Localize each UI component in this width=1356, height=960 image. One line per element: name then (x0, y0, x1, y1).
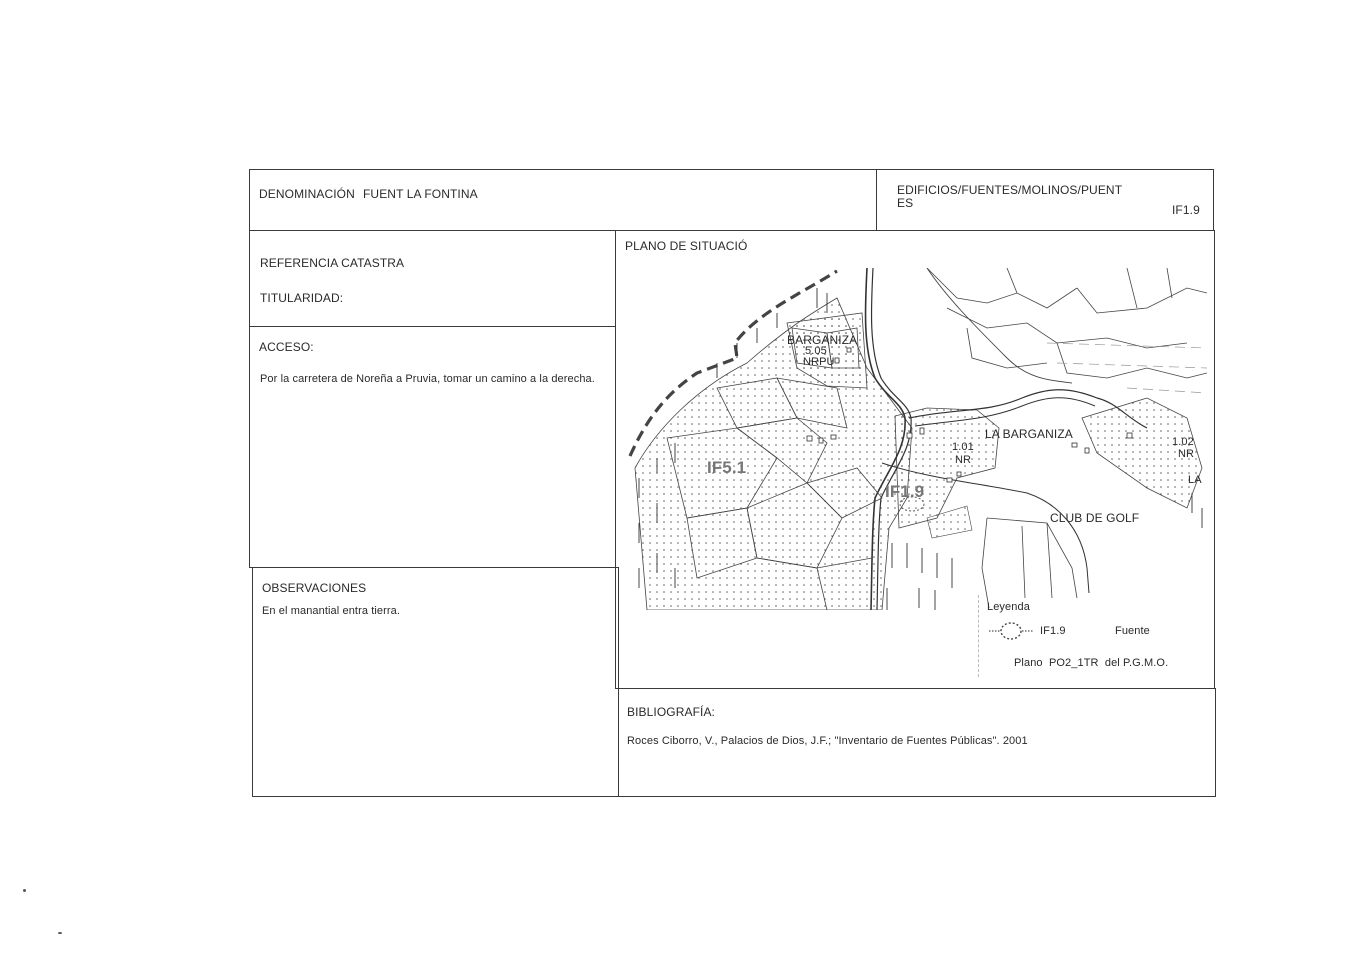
scan-speck (58, 932, 62, 934)
legend-divider (978, 595, 979, 677)
map-label-la-barganiza: LA BARGANIZA (985, 427, 1073, 441)
legend-code: IF1.9 (1040, 625, 1066, 637)
map-label-101: 1.01 (952, 441, 974, 453)
referencia-cell (249, 230, 616, 327)
map-label-nr-1: NR (955, 454, 972, 466)
legend-title: Leyenda (987, 601, 1030, 613)
map-label-club-de-golf: CLUB DE GOLF (1050, 511, 1140, 525)
acceso-cell (249, 326, 616, 568)
bibliografia-label: BIBLIOGRAFÍA: (627, 705, 715, 719)
titularidad-label: TITULARIDAD: (260, 291, 344, 305)
category-line-2: ES (897, 196, 914, 210)
observaciones-label: OBSERVACIONES (262, 581, 367, 595)
map-label-505: 5.05 (805, 345, 827, 357)
map-label-nr-2: NR (1178, 448, 1195, 460)
denominacion-value: FUENT LA FONTINA (363, 187, 478, 201)
legend-type: Fuente (1115, 625, 1150, 637)
fountain-symbol-icon (987, 620, 1035, 642)
observaciones-cell (252, 567, 619, 797)
map-label-barganiza: BARGANIZA (787, 333, 858, 347)
referencia-label: REFERENCIA CATASTRA (260, 256, 405, 270)
category-line-1: EDIFICIOS/FUENTES/MOLINOS/PUENT (897, 183, 1123, 197)
map-label-nrpu: NRPU (803, 356, 835, 368)
location-map (627, 268, 1207, 610)
map-label-la: LA (1188, 474, 1202, 486)
map-label-if51: IF5.1 (707, 458, 747, 477)
map-label-102: 1.02 (1172, 436, 1194, 448)
denominacion-label: DENOMINACIÓN (259, 187, 355, 201)
scan-speck (23, 889, 26, 892)
header-category-cell (876, 169, 1214, 231)
plano-reference: Plano PO2_1TR del P.G.M.O. (1014, 657, 1169, 669)
plano-title: PLANO DE SITUACIÓ (625, 239, 748, 253)
map-label-if19: IF1.9 (885, 482, 925, 501)
record-code: IF1.9 (1172, 203, 1200, 217)
acceso-label: ACCESO: (259, 340, 314, 354)
bibliografia-text: Roces Ciborro, V., Palacios de Dios, J.F.; "Inventario de Fuentes Públicas". 2001 (627, 735, 1028, 747)
acceso-text: Por la carretera de Noreña a Pruvia, tomar un camino a la derecha. (260, 373, 595, 385)
observaciones-text: En el manantial entra tierra. (262, 605, 401, 617)
